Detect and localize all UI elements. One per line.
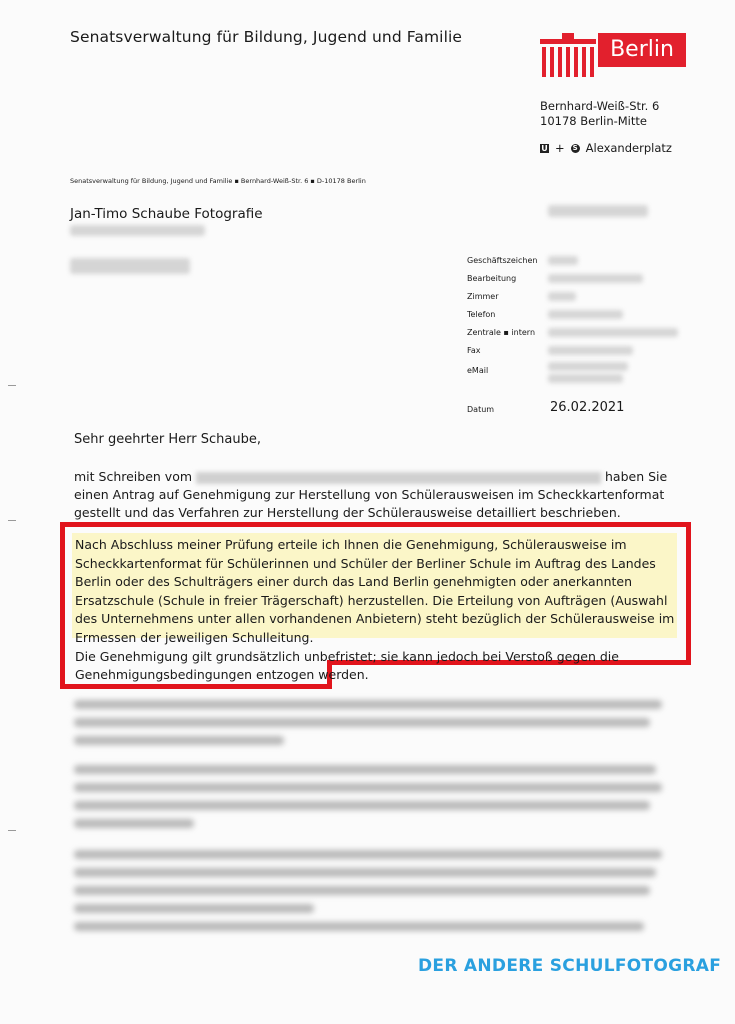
redacted-paragraph bbox=[74, 700, 674, 754]
approval-paragraph: Nach Abschluss meiner Prüfung erteile ich Ihnen die Genehmigung, Schülerausweise im Scheckkartenformat für Schülerinnen und Schüler der Berliner Schule im Auftrag des Landes Berlin oder des Schulträgers einer durch das Land Berlin genehmigten oder anerkannten Ersatzschule (Schule in freier Trägerschaft) herzustellen. Die Erteilung von Aufträgen (Auswahl des Unternehmens unter allen vorhandenen Anbietern) steht bezüglich der Schülerausweise im Ermessen der jeweiligen Schulleitung. bbox=[75, 537, 675, 645]
redacted-recipient-city bbox=[70, 258, 190, 274]
fold-mark bbox=[8, 385, 16, 386]
redacted-meta-value bbox=[548, 362, 628, 371]
redacted-meta-value bbox=[548, 374, 623, 383]
meta-label-telefon: Telefon bbox=[467, 310, 496, 319]
intro-start: mit Schreiben vom bbox=[74, 469, 193, 484]
meta-label-fax: Fax bbox=[467, 346, 481, 355]
redacted-meta-value bbox=[548, 274, 643, 283]
redacted-paragraph bbox=[74, 850, 674, 940]
redacted-date-reference bbox=[196, 472, 601, 484]
berlin-logo bbox=[540, 33, 686, 77]
greeting: Sehr geehrter Herr Schaube, bbox=[74, 432, 261, 447]
logo-text: Berlin bbox=[598, 33, 686, 67]
date-label: Datum bbox=[467, 405, 495, 414]
transit-station: Alexanderplatz bbox=[585, 141, 672, 155]
meta-label-zentrale: Zentrale ▪ intern bbox=[467, 328, 536, 337]
fold-mark bbox=[8, 520, 16, 521]
brand-watermark: DER ANDERE SCHULFOTOGRAF bbox=[418, 956, 722, 976]
redacted-meta-value bbox=[548, 346, 633, 355]
recipient-name: Jan-Timo Schaube Fotografie bbox=[70, 206, 263, 222]
street-address: Bernhard-Weiß-Str. 6 bbox=[540, 99, 660, 113]
redacted-recipient-street bbox=[70, 225, 205, 236]
intro-end: haben Sie bbox=[605, 469, 668, 484]
meta-label-geschaeftszeichen: Geschäftszeichen bbox=[467, 256, 538, 265]
meta-label-bearbeitung: Bearbeitung bbox=[467, 274, 517, 283]
u-bahn-icon: U bbox=[541, 143, 548, 153]
date-value: 26.02.2021 bbox=[550, 400, 625, 415]
transit-plus: + bbox=[555, 141, 565, 155]
sender-title: Senatsverwaltung für Bildung, Jugend und Familie bbox=[70, 28, 463, 46]
redacted-meta-value bbox=[548, 256, 578, 265]
fold-mark bbox=[8, 830, 16, 831]
city-address: 10178 Berlin-Mitte bbox=[540, 114, 647, 128]
redacted-meta-value bbox=[548, 328, 678, 337]
meta-label-email: eMail bbox=[467, 366, 489, 375]
intro-rest: einen Antrag auf Genehmigung zur Herstellung von Schülerausweisen im Scheckkartenformat gestellt und das Verfahren zur Herstellung der Schülerausweise detailliert beschrieben. bbox=[74, 487, 665, 520]
return-address: Senatsverwaltung für Bildung, Jugend und Familie ▪ Bernhard-Weiß-Str. 6 ▪ D-10178 Berlin bbox=[70, 177, 366, 185]
redacted-reference bbox=[548, 205, 648, 217]
s-bahn-icon: S bbox=[572, 143, 578, 152]
intro-paragraph bbox=[74, 468, 674, 522]
redacted-paragraph bbox=[74, 765, 674, 837]
highlighted-text bbox=[75, 536, 685, 685]
highlight-frame-bottom-left bbox=[60, 684, 332, 689]
redacted-meta-value bbox=[548, 310, 623, 319]
transit-info bbox=[540, 141, 672, 155]
redacted-meta-value bbox=[548, 292, 576, 301]
brandenburg-gate-icon bbox=[540, 33, 596, 77]
meta-label-zimmer: Zimmer bbox=[467, 292, 499, 301]
validity-paragraph: Die Genehmigung gilt grundsätzlich unbefristet; sie kann jedoch bei Verstoß gegen die Genehmigungsbedingungen entzogen werden. bbox=[75, 648, 619, 683]
